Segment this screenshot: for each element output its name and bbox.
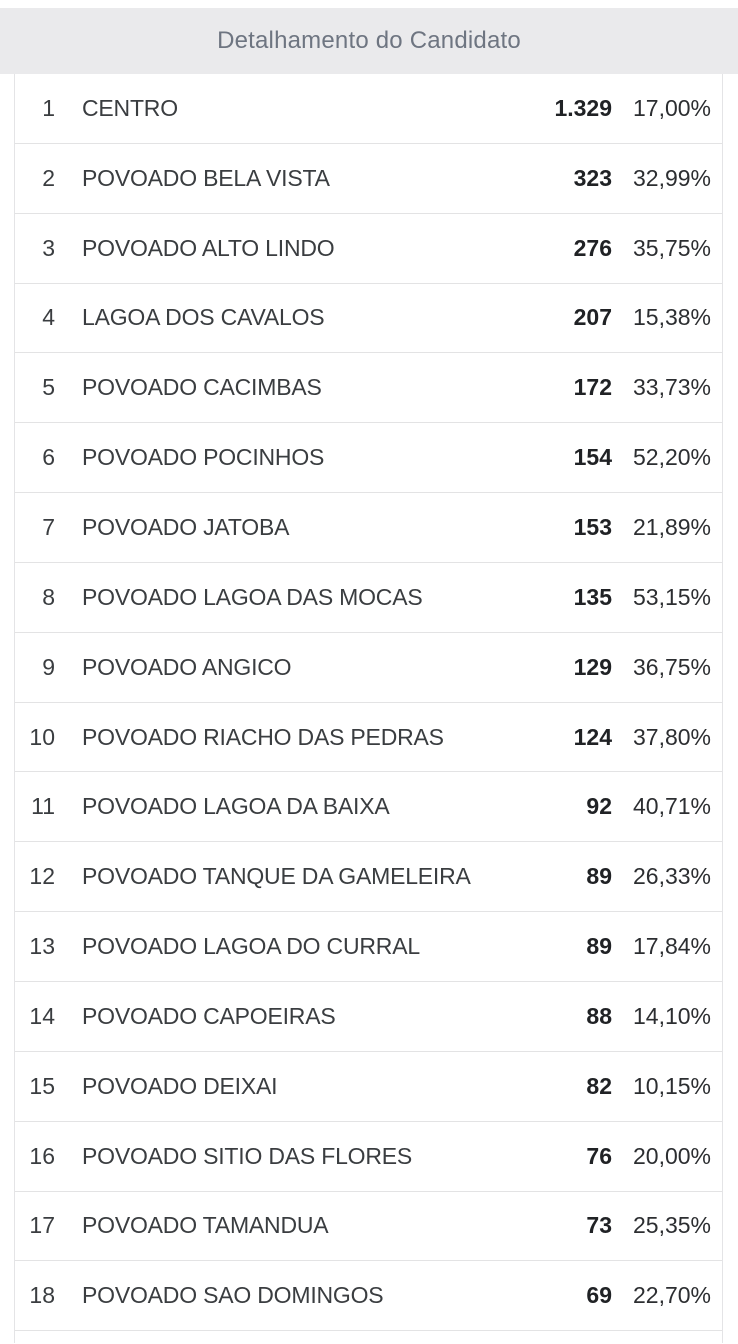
- row-location: POVOADO TANQUE DA GAMELEIRA: [82, 863, 471, 890]
- row-votes: 76: [586, 1142, 612, 1169]
- table-row[interactable]: [15, 144, 722, 214]
- table-row[interactable]: [15, 633, 722, 703]
- row-rank: 12: [29, 863, 55, 890]
- row-rank: 13: [29, 933, 55, 960]
- row-location: POVOADO LAGOA DO CURRAL: [82, 933, 420, 960]
- row-votes: 89: [586, 933, 612, 960]
- row-location: POVOADO BELA VISTA: [82, 164, 330, 191]
- row-percent: 14,10%: [632, 1002, 711, 1029]
- row-location: POVOADO RIACHO DAS PEDRAS: [82, 723, 444, 750]
- row-percent: 33,73%: [632, 374, 711, 401]
- table-row[interactable]: [15, 842, 722, 912]
- row-location: LAGOA DOS CAVALOS: [82, 304, 325, 331]
- table-row[interactable]: [15, 1122, 722, 1192]
- table-row[interactable]: [15, 1192, 722, 1262]
- row-location: POVOADO ANGICO: [82, 653, 292, 680]
- row-percent: 20,00%: [632, 1142, 711, 1169]
- table-row[interactable]: [15, 703, 722, 773]
- section-title: Detalhamento do Candidato: [217, 27, 521, 54]
- row-rank: 17: [29, 1212, 55, 1239]
- row-votes: 135: [573, 583, 612, 610]
- row-percent: 53,15%: [632, 583, 711, 610]
- row-votes: 124: [573, 723, 612, 750]
- row-rank: 3: [42, 234, 55, 261]
- row-votes: 207: [573, 304, 612, 331]
- row-percent: 36,75%: [632, 653, 711, 680]
- row-location: POVOADO CACIMBAS: [82, 374, 322, 401]
- results-table: [14, 74, 723, 1343]
- row-location: CENTRO: [82, 94, 178, 121]
- row-votes: 92: [586, 793, 612, 820]
- row-rank: 6: [42, 444, 55, 471]
- row-location: POVOADO CAPOEIRAS: [82, 1002, 336, 1029]
- row-votes: 82: [586, 1072, 612, 1099]
- row-rank: 10: [29, 723, 55, 750]
- table-row[interactable]: [15, 1261, 722, 1331]
- row-location: POVOADO SAO DOMINGOS: [82, 1282, 384, 1309]
- row-votes: 88: [586, 1002, 612, 1029]
- row-rank: 18: [29, 1282, 55, 1309]
- table-row[interactable]: [15, 74, 722, 144]
- row-votes: 89: [586, 863, 612, 890]
- row-rank: 9: [42, 653, 55, 680]
- table-row[interactable]: [15, 563, 722, 633]
- row-rank: 14: [29, 1002, 55, 1029]
- row-percent: 26,33%: [632, 863, 711, 890]
- row-location: POVOADO DEIXAI: [82, 1072, 278, 1099]
- row-percent: 35,75%: [632, 234, 711, 261]
- row-location: POVOADO TAMANDUA: [82, 1212, 329, 1239]
- row-location: POVOADO LAGOA DAS MOCAS: [82, 583, 423, 610]
- top-spacer: [0, 0, 738, 8]
- row-percent: 21,89%: [632, 513, 711, 540]
- row-rank: 8: [42, 583, 55, 610]
- row-rank: 2: [42, 164, 55, 191]
- row-rank: 11: [31, 793, 55, 820]
- row-rank: 7: [42, 513, 55, 540]
- row-location: POVOADO POCINHOS: [82, 444, 325, 471]
- row-votes: 276: [573, 234, 612, 261]
- row-rank: 16: [29, 1142, 55, 1169]
- row-location: POVOADO JATOBA: [82, 513, 290, 540]
- row-votes: 129: [573, 653, 612, 680]
- row-rank: 4: [42, 304, 55, 331]
- table-row[interactable]: [15, 493, 722, 563]
- row-percent: 37,80%: [632, 723, 711, 750]
- row-percent: 15,38%: [632, 304, 711, 331]
- row-votes: 69: [586, 1282, 612, 1309]
- section-header: [0, 8, 738, 74]
- row-votes: 153: [573, 513, 612, 540]
- row-location: POVOADO ALTO LINDO: [82, 234, 335, 261]
- row-percent: 25,35%: [632, 1212, 711, 1239]
- row-location: POVOADO LAGOA DA BAIXA: [82, 793, 390, 820]
- table-row[interactable]: [15, 1052, 722, 1122]
- table-row[interactable]: [15, 772, 722, 842]
- row-rank: 5: [42, 374, 55, 401]
- row-votes: 73: [586, 1212, 612, 1239]
- row-votes: 1.329: [554, 94, 612, 121]
- row-rank: 15: [29, 1072, 55, 1099]
- row-percent: 52,20%: [632, 444, 711, 471]
- row-votes: 154: [573, 444, 612, 471]
- table-row-partial: [15, 1331, 722, 1343]
- table-row[interactable]: [15, 982, 722, 1052]
- row-percent: 10,15%: [632, 1072, 711, 1099]
- row-percent: 22,70%: [632, 1282, 711, 1309]
- row-location: POVOADO SITIO DAS FLORES: [82, 1142, 413, 1169]
- table-row[interactable]: [15, 912, 722, 982]
- table-row[interactable]: [15, 214, 722, 284]
- table-row[interactable]: [15, 353, 722, 423]
- row-percent: 40,71%: [632, 793, 711, 820]
- row-votes: 172: [573, 374, 612, 401]
- table-row[interactable]: [15, 284, 722, 354]
- table-row[interactable]: [15, 423, 722, 493]
- row-rank: 1: [42, 94, 55, 121]
- row-percent: 17,84%: [632, 933, 711, 960]
- row-percent: 32,99%: [632, 164, 711, 191]
- row-votes: 323: [573, 164, 612, 191]
- row-percent: 17,00%: [632, 94, 711, 121]
